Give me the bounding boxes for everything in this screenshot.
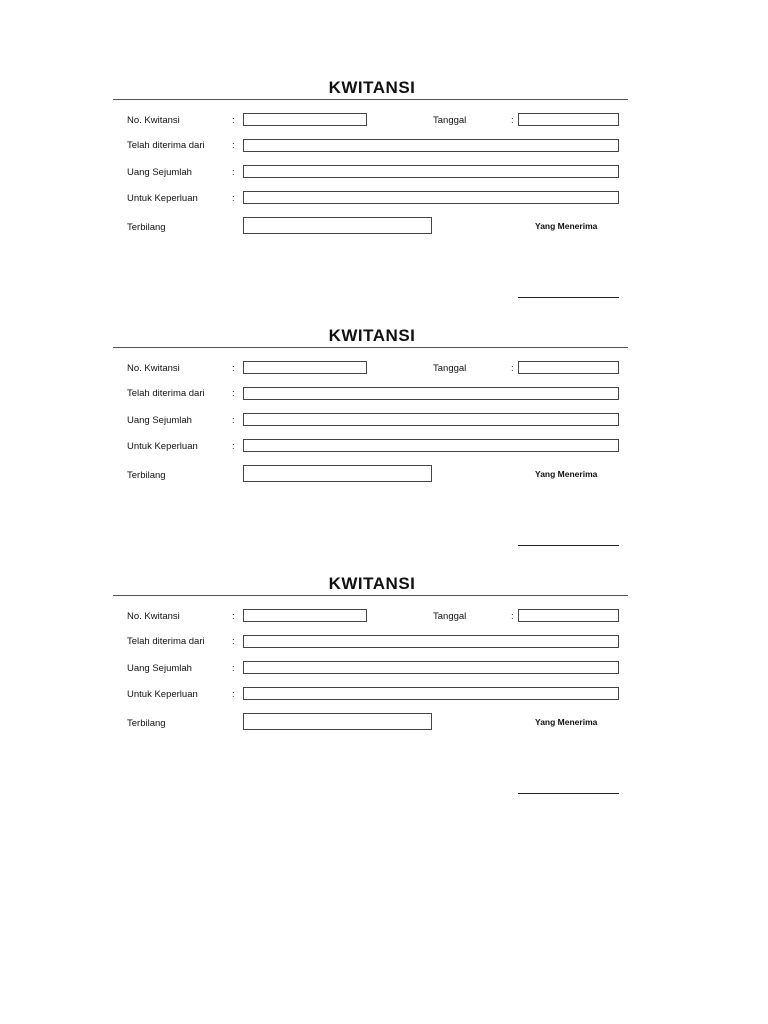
tanggal-label: Tanggal (433, 115, 467, 126)
terbilang-field[interactable] (243, 217, 432, 234)
receipt-title: KWITANSI (328, 78, 416, 97)
tanggal-label: Tanggal (433, 611, 467, 622)
signature-line (518, 545, 619, 546)
diterima-dari-colon: : (232, 140, 235, 151)
tanggal-colon: : (511, 611, 514, 622)
tanggal-colon: : (511, 115, 514, 126)
untuk-keperluan-label: Untuk Keperluan (127, 193, 198, 204)
diterima-dari-colon: : (232, 388, 235, 399)
uang-sejumlah-label: Uang Sejumlah (127, 167, 192, 178)
receipt-title: KWITANSI (328, 326, 416, 345)
terbilang-label: Terbilang (127, 222, 166, 233)
signature-line (518, 297, 619, 298)
diterima-dari-label: Telah diterima dari (127, 636, 205, 647)
untuk-keperluan-colon: : (232, 689, 235, 700)
title-divider (113, 99, 628, 100)
diterima-dari-field[interactable] (243, 387, 619, 400)
uang-sejumlah-field[interactable] (243, 413, 619, 426)
terbilang-field[interactable] (243, 713, 432, 730)
diterima-dari-field[interactable] (243, 139, 619, 152)
uang-sejumlah-colon: : (232, 663, 235, 674)
receipt-2 (0, 326, 768, 566)
title-divider (113, 595, 628, 596)
terbilang-field[interactable] (243, 465, 432, 482)
terbilang-label: Terbilang (127, 470, 166, 481)
uang-sejumlah-field[interactable] (243, 165, 619, 178)
diterima-dari-label: Telah diterima dari (127, 388, 205, 399)
diterima-dari-field[interactable] (243, 635, 619, 648)
uang-sejumlah-label: Uang Sejumlah (127, 663, 192, 674)
untuk-keperluan-field[interactable] (243, 439, 619, 452)
untuk-keperluan-colon: : (232, 193, 235, 204)
uang-sejumlah-colon: : (232, 167, 235, 178)
no-kwitansi-field[interactable] (243, 609, 367, 622)
no-kwitansi-field[interactable] (243, 113, 367, 126)
terbilang-label: Terbilang (127, 718, 166, 729)
untuk-keperluan-label: Untuk Keperluan (127, 441, 198, 452)
signature-line (518, 793, 619, 794)
uang-sejumlah-colon: : (232, 415, 235, 426)
untuk-keperluan-label: Untuk Keperluan (127, 689, 198, 700)
tanggal-colon: : (511, 363, 514, 374)
untuk-keperluan-colon: : (232, 441, 235, 452)
no-kwitansi-colon: : (232, 611, 235, 622)
tanggal-label: Tanggal (433, 363, 467, 374)
uang-sejumlah-field[interactable] (243, 661, 619, 674)
no-kwitansi-label: No. Kwitansi (127, 115, 180, 126)
no-kwitansi-field[interactable] (243, 361, 367, 374)
yang-menerima-label: Yang Menerima (535, 221, 598, 231)
tanggal-field[interactable] (518, 113, 619, 126)
yang-menerima-label: Yang Menerima (535, 469, 598, 479)
untuk-keperluan-field[interactable] (243, 687, 619, 700)
no-kwitansi-colon: : (232, 363, 235, 374)
tanggal-field[interactable] (518, 609, 619, 622)
no-kwitansi-label: No. Kwitansi (127, 363, 180, 374)
diterima-dari-label: Telah diterima dari (127, 140, 205, 151)
receipt-title: KWITANSI (328, 574, 416, 593)
no-kwitansi-label: No. Kwitansi (127, 611, 180, 622)
receipt-1 (0, 78, 768, 318)
uang-sejumlah-label: Uang Sejumlah (127, 415, 192, 426)
diterima-dari-colon: : (232, 636, 235, 647)
yang-menerima-label: Yang Menerima (535, 717, 598, 727)
no-kwitansi-colon: : (232, 115, 235, 126)
tanggal-field[interactable] (518, 361, 619, 374)
receipt-3 (0, 574, 768, 814)
untuk-keperluan-field[interactable] (243, 191, 619, 204)
title-divider (113, 347, 628, 348)
